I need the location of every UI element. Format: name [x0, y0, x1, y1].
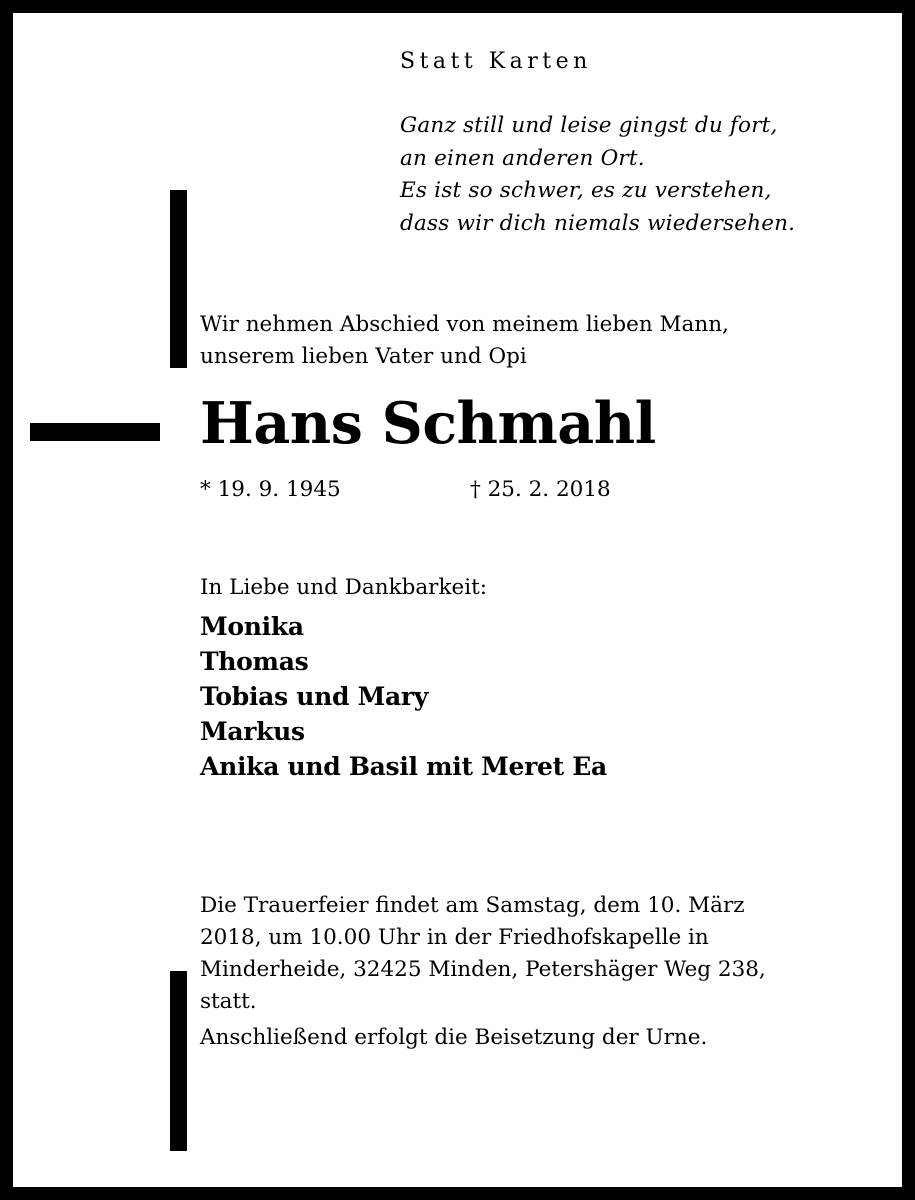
burial-note: Anschließend erfolgt die Beisetzung der Urne.: [200, 1025, 708, 1050]
poem-line: dass wir dich niemals wiedersehen.: [400, 210, 796, 236]
mourner-name: Tobias und Mary: [200, 682, 428, 711]
cross-bar-bottom: [170, 971, 187, 1151]
deceased-name: Hans Schmahl: [200, 390, 656, 457]
cross-bar-horizontal: [30, 423, 160, 441]
ceremony-line: Die Trauerfeier findet am Samstag, dem 10. März: [200, 893, 745, 918]
ceremony-line: statt.: [200, 989, 257, 1014]
mourners-intro: In Liebe und Dankbarkeit:: [200, 575, 487, 600]
ceremony-line: 2018, um 10.00 Uhr in der Friedhofskapelle in: [200, 925, 709, 950]
mourner-name: Markus: [200, 717, 305, 746]
mourner-name: Thomas: [200, 647, 309, 676]
poem-line: Ganz still und leise gingst du fort,: [400, 113, 778, 138]
ceremony-details: [200, 890, 766, 1018]
poem: [400, 110, 795, 240]
cross-bar-top: [170, 190, 187, 368]
intro-line: Wir nehmen Abschied von meinem lieben Mann,: [200, 312, 729, 337]
header-label: Statt Karten: [400, 49, 592, 74]
mourner-name: Anika und Basil mit Meret Ea: [200, 752, 607, 781]
birth-date: * 19. 9. 1945: [200, 477, 341, 502]
mourner-name: Monika: [200, 612, 304, 641]
farewell-intro: [200, 309, 729, 373]
poem-line: Es ist so schwer, es zu verstehen,: [400, 178, 772, 203]
intro-line: unserem lieben Vater und Opi: [200, 344, 527, 369]
ceremony-line: Minderheide, 32425 Minden, Petershäger Weg 238,: [200, 957, 766, 982]
mourners-list: [200, 609, 607, 784]
poem-line: an einen anderen Ort.: [400, 145, 645, 171]
life-dates: [200, 475, 900, 505]
death-date: † 25. 2. 2018: [470, 477, 611, 502]
